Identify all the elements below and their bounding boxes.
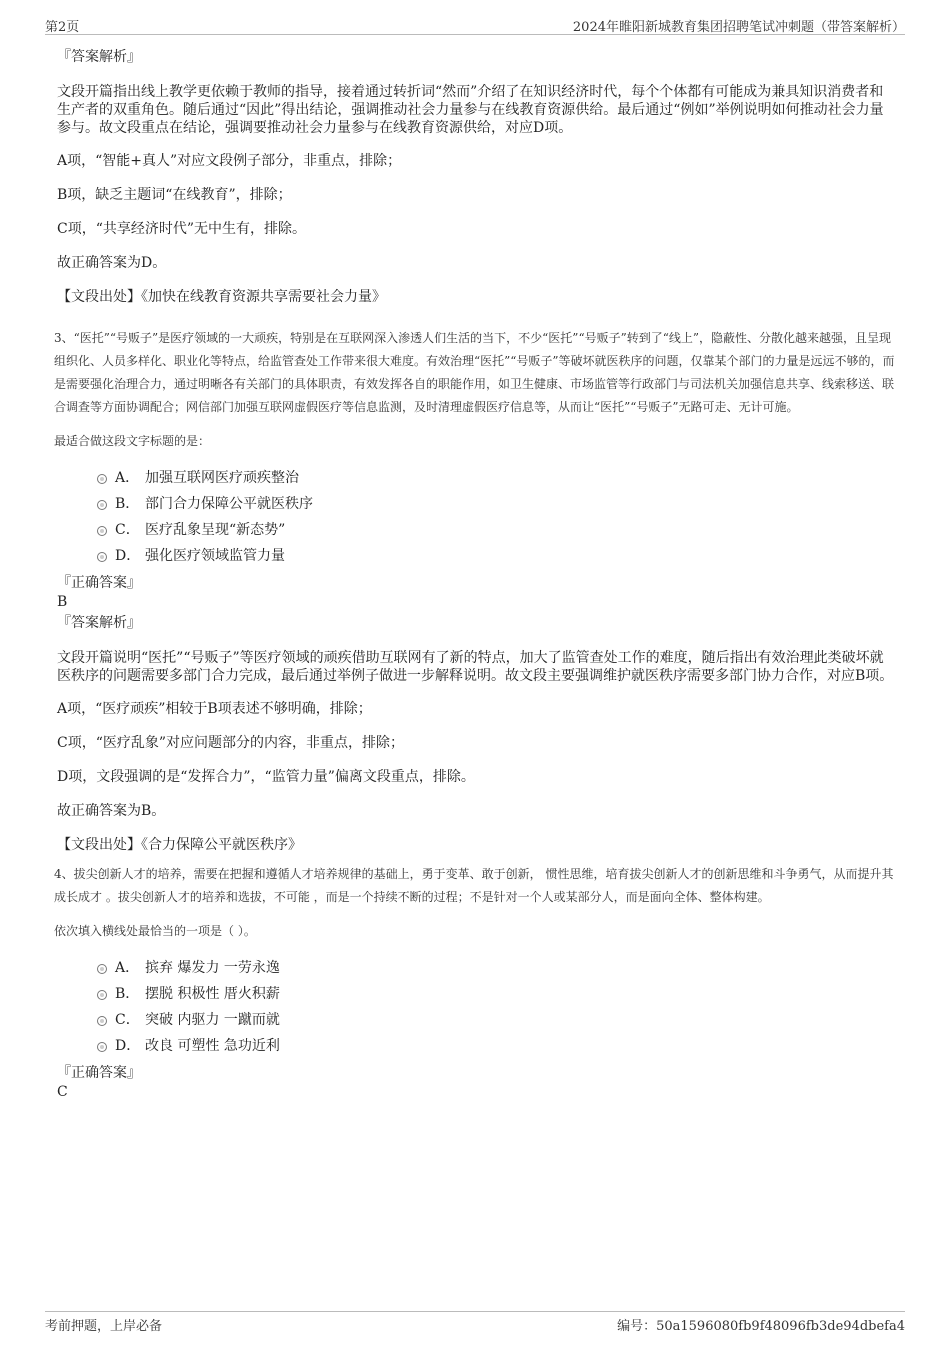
option-a[interactable] [97,957,897,983]
radio-icon[interactable] [97,526,107,536]
option-text: 医疗乱象呈现“新态势” [145,522,286,538]
correct-answer: B [57,594,68,610]
radio-icon[interactable] [97,474,107,484]
document-title: 2024年睢阳新城教育集团招聘笔试冲刺题（带答案解析） [572,20,905,35]
footer-slogan: 考前押题，上岸必备 [45,1319,163,1334]
question-3-prompt: 最适合做这段文字标题的是： [54,434,211,448]
analysis-line: C项，“医疗乱象”对应问题部分的内容，非重点，排除； [57,735,405,751]
option-letter: A． [115,960,140,976]
question-3-options [97,467,897,571]
answer-label: 『正确答案』 [57,575,141,591]
radio-icon[interactable] [97,964,107,974]
answer-label: 『正确答案』 [57,1065,141,1081]
analysis-line: A项，“智能+真人”对应文段例子部分，非重点，排除； [57,153,402,169]
option-text: 改良 可塑性 急功近利 [145,1038,280,1054]
question-4-prompt: 依次填入横线处最恰当的一项是（ ）。 [54,924,256,938]
option-d[interactable] [97,545,897,571]
page-content [54,44,897,1101]
page-header [45,14,905,35]
option-text: 摈弃 爆发力 一劳永逸 [145,960,280,976]
option-a[interactable] [97,467,897,493]
option-letter: B． [115,986,140,1002]
option-letter: B． [115,496,140,512]
analysis-line: C项，“共享经济时代”无中生有，排除。 [57,221,307,237]
analysis-line: B项，缺乏主题词“在线教育”，排除； [57,187,292,203]
radio-icon[interactable] [97,500,107,510]
radio-icon[interactable] [97,990,107,1000]
page-footer [45,1311,905,1336]
document-code: 编号：50a1596080fb9f48096fb3de94dbefa4 [617,1319,905,1334]
conclusion-line: 故正确答案为D。 [57,255,167,271]
analysis-text: 文段开篇说明“医托”“号贩子”等医疗领域的顽疾借助互联网有了新的特点，加大了监管查处工作的难度，随后指出有效治理此类破坏就医秩序的问题需要多部门合力完成，最后通过举例子做进一步解释说明。故文段主要强调维护就医秩序需要多部门协力合作，对应B项。 [57,650,894,684]
option-text: 摆脱 积极性 厝火积薪 [145,986,280,1002]
question-3-stem: 3、“医托”“号贩子”是医疗领域的一大顽疾，特别是在互联网深入渗透人们生活的当下，不少“医托”“号贩子”转到了“线上”，隐蔽性、分散化越来越强，且呈现组织化、人员多样化、职业化等特点，给监管查处工作带来很大难度。有效治理“医托”“号贩子”等破坏就医秩序的问题，仅靠某个部门的力量是远远不够的，而是需要强化治理合力，通过明晰各有关部门的具体职责，有效发挥各自的职能作用，如卫生健康、市场监管等行政部门与司法机关加强信息共享、线索移送、联合调查等方面协调配合；网信部门加强互联网虚假医疗等信息监测，及时清理虚假医疗信息等，从而让“医托”“号贩子”无路可走、无计可施。 [54,331,895,414]
option-text: 突破 内驱力 一蹴而就 [145,1012,280,1028]
source-citation: 【文段出处】《加快在线教育资源共享需要社会力量》 [57,289,386,305]
source-citation: 【文段出处】《合力保障公平就医秩序》 [57,837,302,853]
analysis-text: 文段开篇指出线上教学更依赖于教师的指导，接着通过转折词“然而”介绍了在知识经济时代，每个个体都有可能成为兼具知识消费者和生产者的双重角色。随后通过“因此”得出结论，强调推动社会力量参与在线教育资源供给。最后通过“例如”举例说明如何推动社会力量参与。故文段重点在结论，强调要推动社会力量参与在线教育资源供给，对应D项。 [57,84,884,136]
option-b[interactable] [97,983,897,1009]
radio-icon[interactable] [97,1042,107,1052]
option-b[interactable] [97,493,897,519]
analysis-label: 『答案解析』 [57,615,141,631]
analysis-line: A项，“医疗顽疾”相较于B项表述不够明确，排除； [57,701,372,717]
page-number: 第2页 [45,20,80,35]
correct-answer: C [57,1084,68,1100]
option-c[interactable] [97,519,897,545]
option-letter: D． [115,1038,141,1054]
question-4-stem: 4、拔尖创新人才的培养，需要在把握和遵循人才培养规律的基础上，勇于变革、敢于创新， 惯性思维，培育拔尖创新人才的创新思维和斗争勇气，从而提升其成长成才 。拔尖创新人才的培养和选拔，不可能 ，而是一个持续不断的过程；不是针对一个人或某部分人，而是面向全体、整体构建。 [54,867,894,904]
option-letter: D． [115,548,141,564]
option-text: 强化医疗领域监管力量 [145,548,285,564]
option-letter: C． [115,522,140,538]
option-text: 加强互联网医疗顽疾整治 [145,470,299,486]
conclusion-line: 故正确答案为B。 [57,803,166,819]
option-d[interactable] [97,1035,897,1061]
analysis-line: D项，文段强调的是“发挥合力”，“监管力量”偏离文段重点，排除。 [57,769,475,785]
analysis-label: 『答案解析』 [57,49,141,65]
option-text: 部门合力保障公平就医秩序 [145,496,313,512]
question-4-options [97,957,897,1061]
option-letter: C． [115,1012,140,1028]
option-letter: A． [115,470,140,486]
radio-icon[interactable] [97,552,107,562]
option-c[interactable] [97,1009,897,1035]
radio-icon[interactable] [97,1016,107,1026]
